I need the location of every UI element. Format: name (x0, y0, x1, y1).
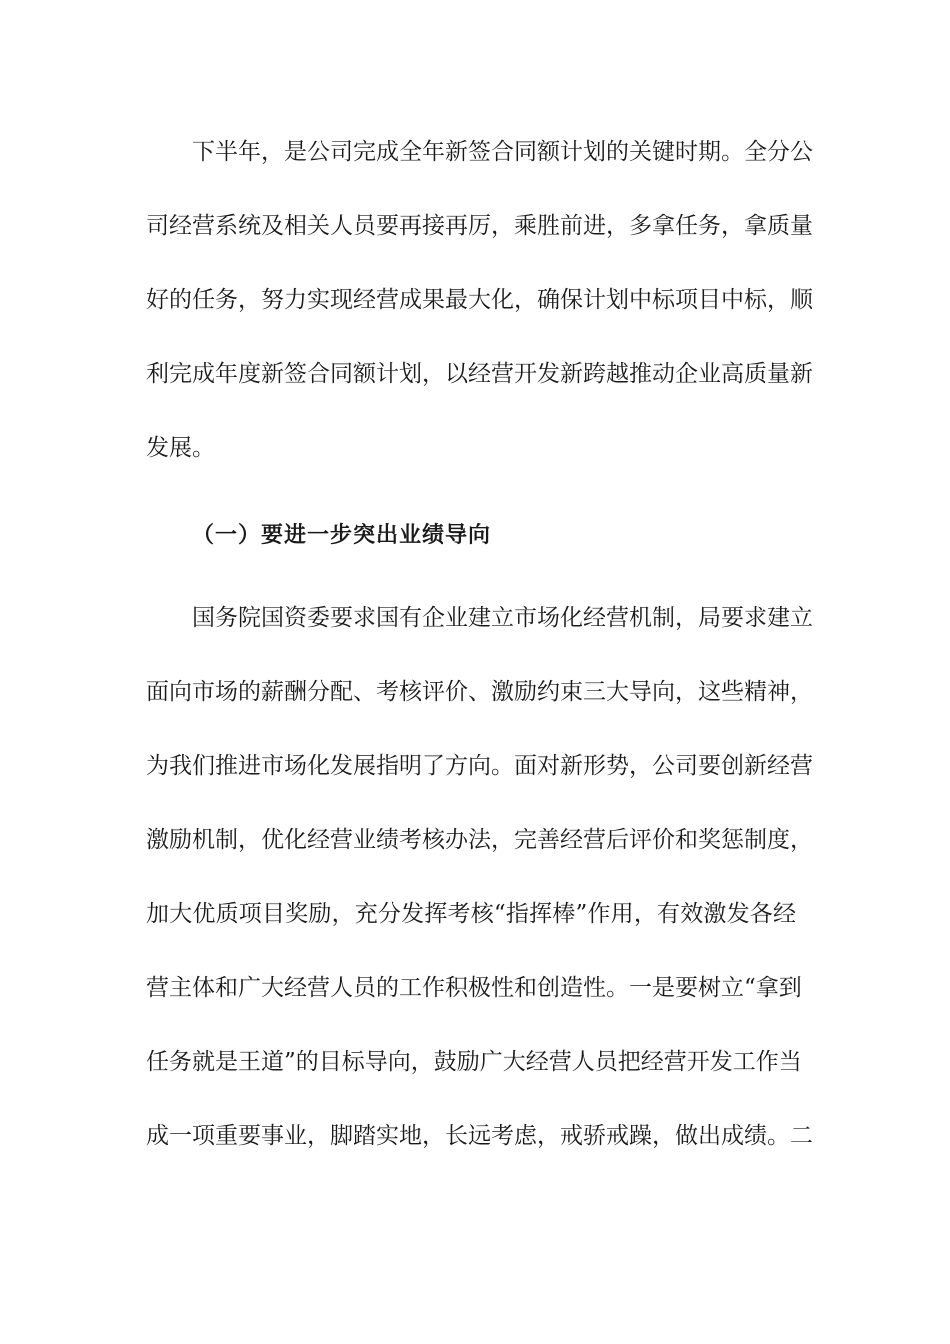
paragraph-2-line-7: 任务就是王道”的目标导向，鼓励广大经营人员把经营开发工作当 (146, 1049, 802, 1075)
paragraph-2-line-3: 为我们推进市场化发展指明了方向。面对新形势，公司要创新经营 (146, 753, 813, 779)
paragraph-2-line-2: 面向市场的薪酬分配、考核评价、激励约束三大导向，这些精神， (146, 679, 813, 705)
paragraph-1-line-4: 利完成年度新签合同额计划，以经营开发新跨越推动企业高质量新 (146, 361, 813, 387)
paragraph-1-line-3: 好的任务，努力实现经营成果最大化，确保计划中标项目中标，顺 (146, 287, 813, 313)
paragraph-1-line-5: 发展。 (146, 435, 215, 461)
paragraph-1-line-1: 下半年，是公司完成全年新签合同额计划的关键时期。全分公 (192, 139, 813, 165)
paragraph-2-line-4: 激励机制，优化经营业绩考核办法，完善经营后评价和奖惩制度， (146, 827, 813, 853)
section-heading: （一）要进一步突出业绩导向 (192, 522, 492, 548)
paragraph-2-line-8: 成一项重要事业，脚踏实地，长远考虑，戒骄戒躁，做出成绩。二 (146, 1123, 813, 1149)
paragraph-2-line-6: 营主体和广大经营人员的工作积极性和创造性。一是要树立“拿到 (146, 975, 802, 1001)
paragraph-2-line-1: 国务院国资委要求国有企业建立市场化经营机制，局要求建立 (192, 605, 813, 631)
paragraph-2-line-5: 加大优质项目奖励，充分发挥考核“指挥棒”作用，有效激发各经 (146, 901, 796, 927)
paragraph-1-line-2: 司经营系统及相关人员要再接再厉，乘胜前进，多拿任务，拿质量 (146, 213, 813, 239)
